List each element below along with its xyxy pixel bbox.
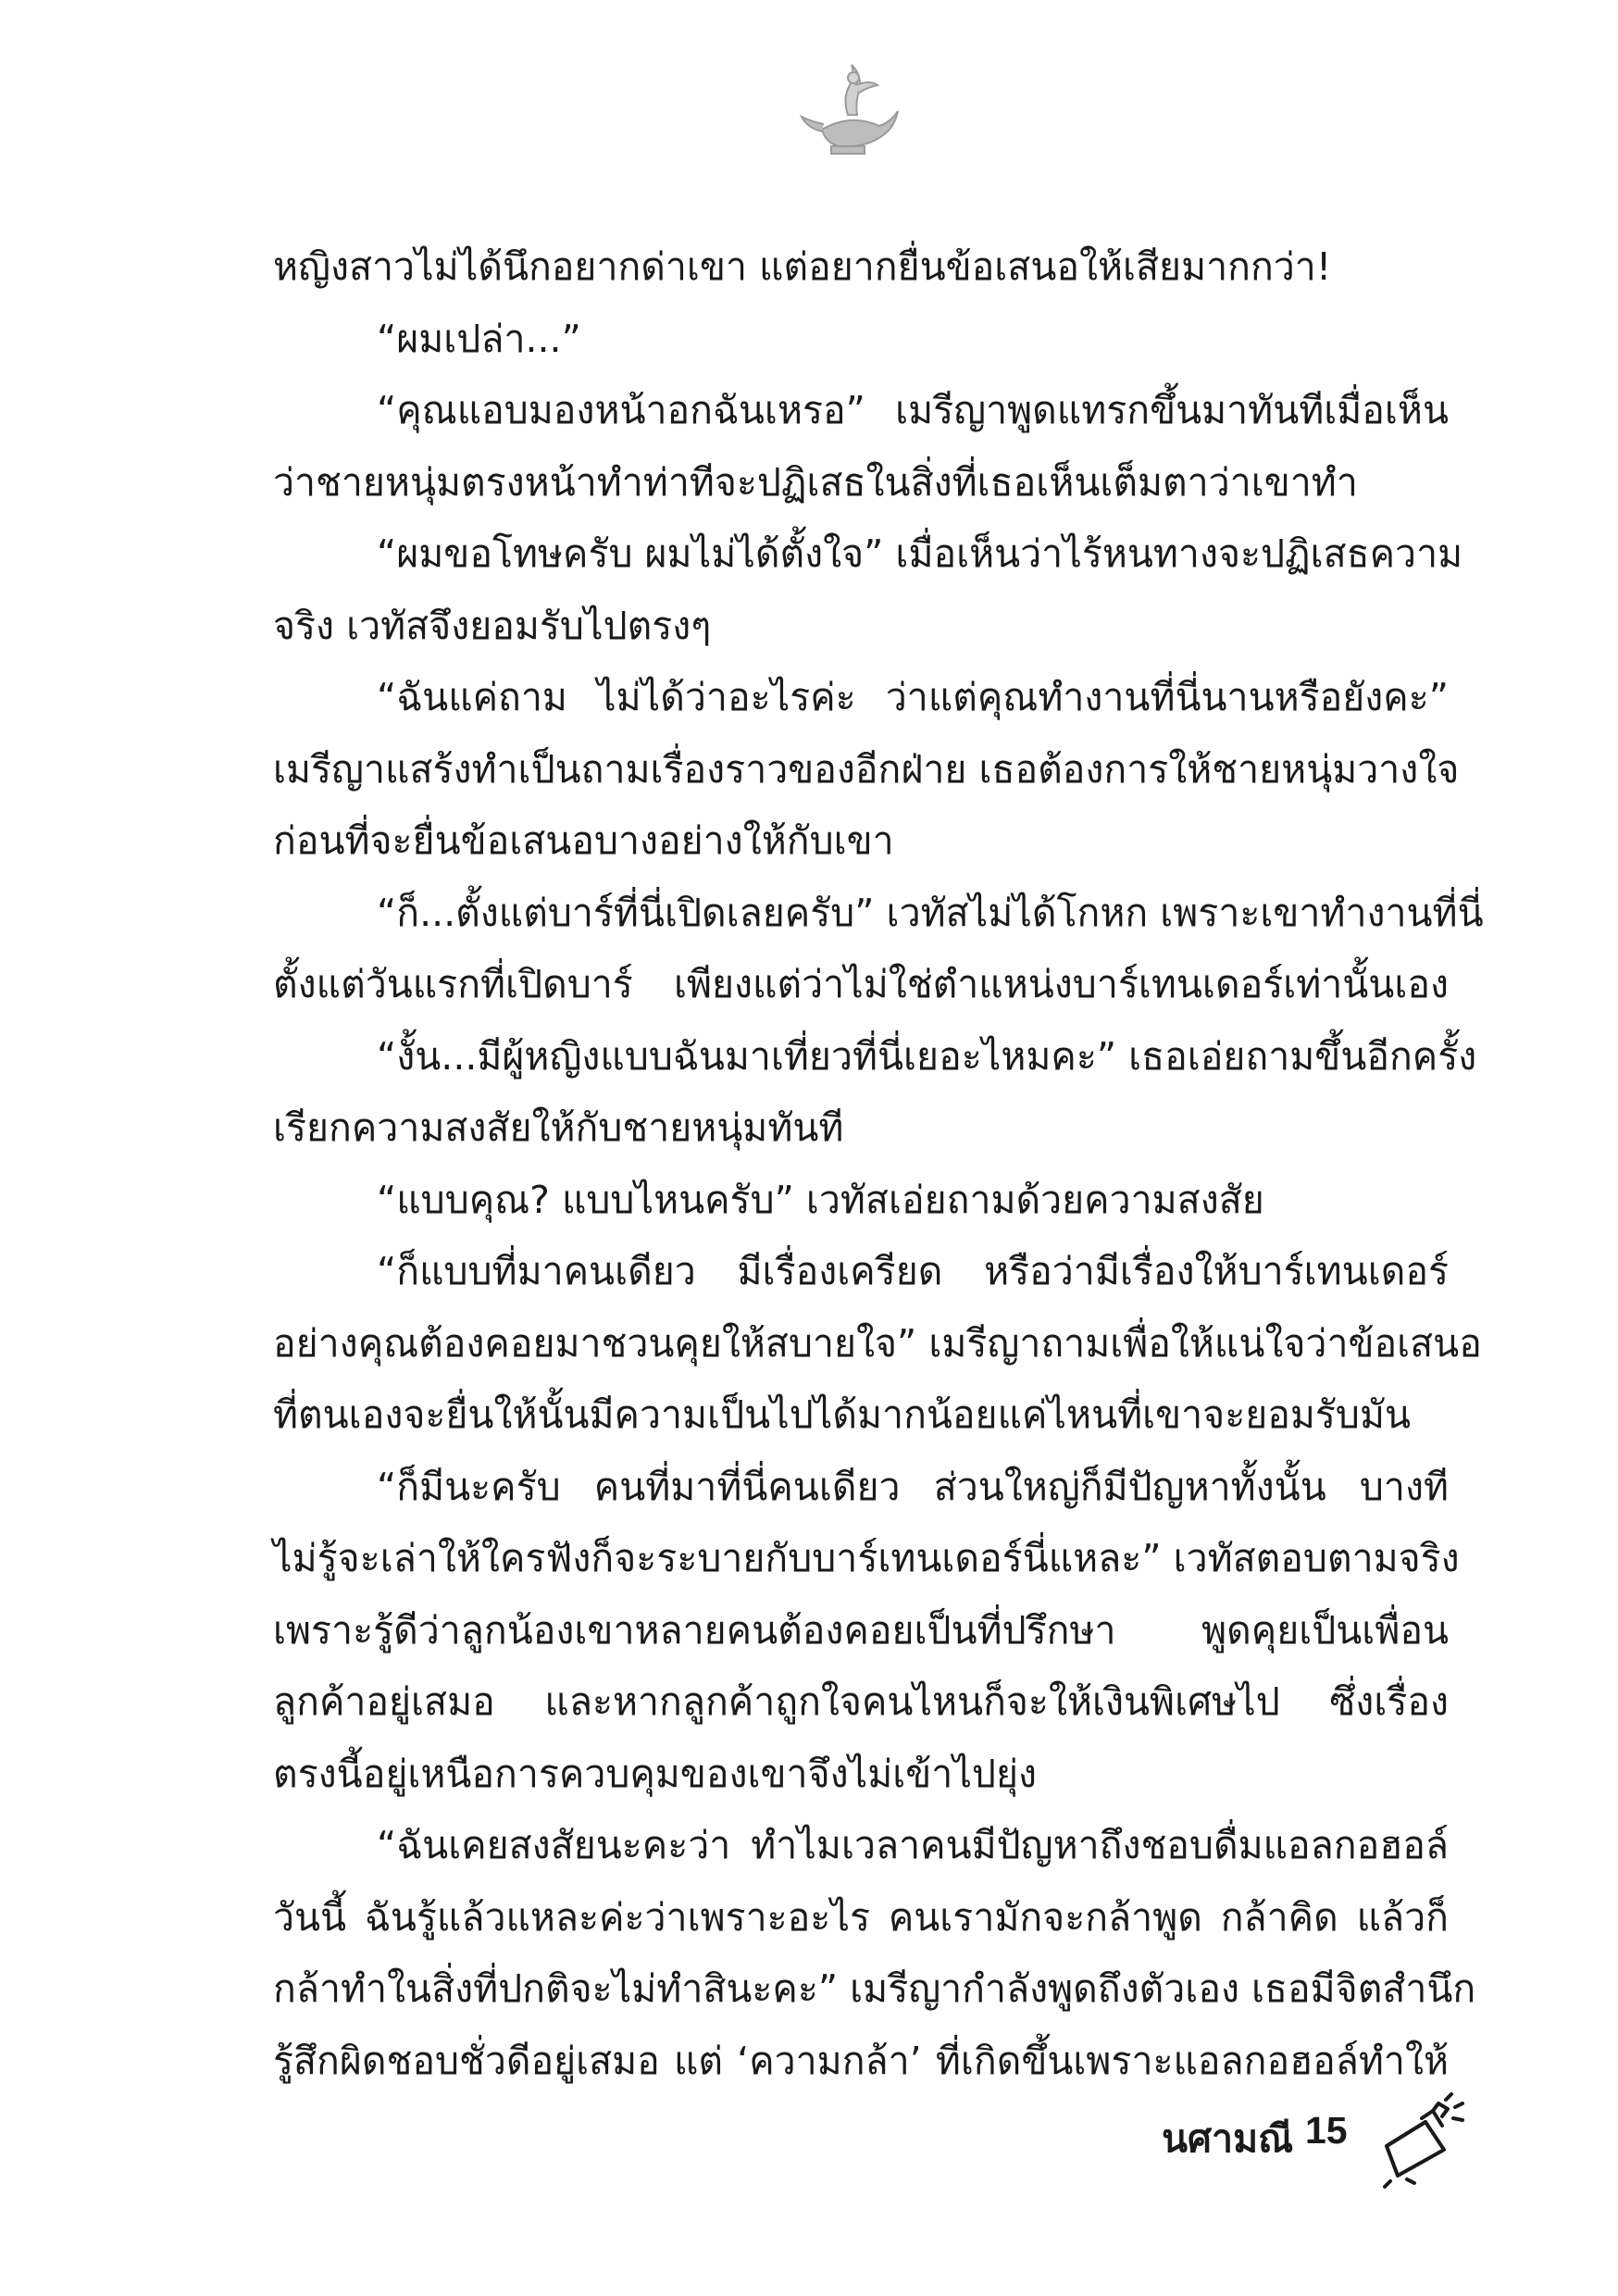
text-line: ก่อนที่จะยื่นข้อเสนอบางอย่างให้กับเขา: [273, 818, 894, 863]
genie-lamp-icon: [794, 57, 905, 168]
text-line: ตรงนี้อยู่เหนือการควบคุมของเขาจึงไม่เข้าไปยุ่ง: [273, 1751, 1038, 1796]
text-line: “ฉันแค่ถาม ไม่ได้ว่าอะไรค่ะ ว่าแต่คุณทำงานที่นี่นานหรือยังคะ”: [377, 675, 1449, 719]
text-line: “คุณแอบมองหน้าอกฉันเหรอ” เมรีญาพูดแทรกขึ้นมาทันทีเมื่อเห็น: [377, 388, 1449, 432]
text-line: จริง เวทัสจึงยอมรับไปตรงๆ: [273, 603, 712, 648]
text-line: “ผมขอโทษครับ ผมไม่ได้ตั้งใจ” เมื่อเห็นว่าไร้หนทางจะปฏิเสธความ: [377, 531, 1463, 576]
body-text: [273, 231, 1484, 2097]
text-line: หญิงสาวไม่ได้นึกอยากด่าเขา แต่อยากยื่นข้อเสนอให้เสียมากกว่า!: [273, 244, 1332, 289]
text-line: เรียกความสงสัยให้กับชายหนุ่มทันที: [273, 1105, 844, 1150]
text-line: วันนี้ ฉันรู้แล้วแหละค่ะว่าเพราะอะไร คนเรามักจะกล้าพูด กล้าคิด แล้วก็: [273, 1894, 1449, 1940]
text-line: “ผมเปล่า...”: [377, 316, 581, 361]
text-line: “ฉันเคยสงสัยนะคะว่า ทำไมเวลาคนมีปัญหาถึงชอบดื่มแอลกอฮอล์: [377, 1823, 1449, 1867]
text-line: ลูกค้าอยู่เสมอ และหากลูกค้าถูกใจคนไหนก็จะให้เงินพิเศษไป ซึ่งเรื่อง: [273, 1679, 1449, 1724]
cocktail-shaker-icon: [1370, 2090, 1472, 2192]
page-number: 15: [1305, 2109, 1348, 2152]
text-line: ที่ตนเองจะยื่นให้นั้นมีความเป็นไปได้มากน้อยแค่ไหนที่เขาจะยอมรับมัน: [273, 1392, 1411, 1437]
text-line: เมรีญาแสร้งทำเป็นถามเรื่องราวของอีกฝ่าย เธอต้องการให้ชายหนุ่มวางใจ: [273, 746, 1460, 792]
text-line: ว่าชายหนุ่มตรงหน้าทำท่าทีจะปฏิเสธในสิ่งที่เธอเห็นเต็มตาว่าเขาทำ: [273, 459, 1358, 505]
text-line: กล้าทำในสิ่งที่ปกติจะไม่ทำสินะคะ” เมรีญากำลังพูดถึงตัวเอง เธอมีจิตสำนึก: [273, 1966, 1476, 2011]
text-line: เพราะรู้ดีว่าลูกน้องเขาหลายคนต้องคอยเป็นที่ปรึกษา พูดคุยเป็นเพื่อน: [273, 1607, 1449, 1653]
text-line: ไม่รู้จะเล่าให้ใครฟังก็จะระบายกับบาร์เทนเดอร์นี่แหละ” เวทัสตอบตามจริง: [273, 1536, 1460, 1580]
text-line: รู้สึกผิดชอบชั่วดีอยู่เสมอ แต่ ‘ความกล้า’ ที่เกิดขึ้นเพราะแอลกอฮอล์ทำให้: [273, 2038, 1449, 2083]
text-line: ตั้งแต่วันแรกที่เปิดบาร์ เพียงแต่ว่าไม่ใช่ตำแหน่งบาร์เทนเดอร์เท่านั้นเอง: [273, 962, 1449, 1006]
text-line: “งั้น...มีผู้หญิงแบบฉันมาเที่ยวที่นี่เยอะไหมคะ” เธอเอ่ยถามขึ้นอีกครั้ง: [377, 1033, 1477, 1079]
text-line: อย่างคุณต้องคอยมาชวนคุยให้สบายใจ” เมรีญาถามเพื่อให้แน่ใจว่าข้อเสนอ: [273, 1320, 1482, 1366]
author-name: นศามณี: [1162, 2116, 1294, 2161]
text-line: “แบบคุณ? แบบไหนครับ” เวทัสเอ่ยถามด้วยความสงสัย: [377, 1177, 1264, 1222]
text-line: “ก็มีนะครับ คนที่มาที่นี่คนเดียว ส่วนใหญ่ก็มีปัญหาทั้งนั้น บางที: [377, 1464, 1449, 1509]
text-line: “ก็...ตั้งแต่บาร์ที่นี่เปิดเลยครับ” เวทัสไม่ได้โกหก เพราะเขาทำงานที่นี่: [377, 890, 1484, 935]
text-line: “ก็แบบที่มาคนเดียว มีเรื่องเครียด หรือว่ามีเรื่องให้บาร์เทนเดอร์: [377, 1249, 1449, 1293]
page-footer: [926, 2090, 1518, 2192]
